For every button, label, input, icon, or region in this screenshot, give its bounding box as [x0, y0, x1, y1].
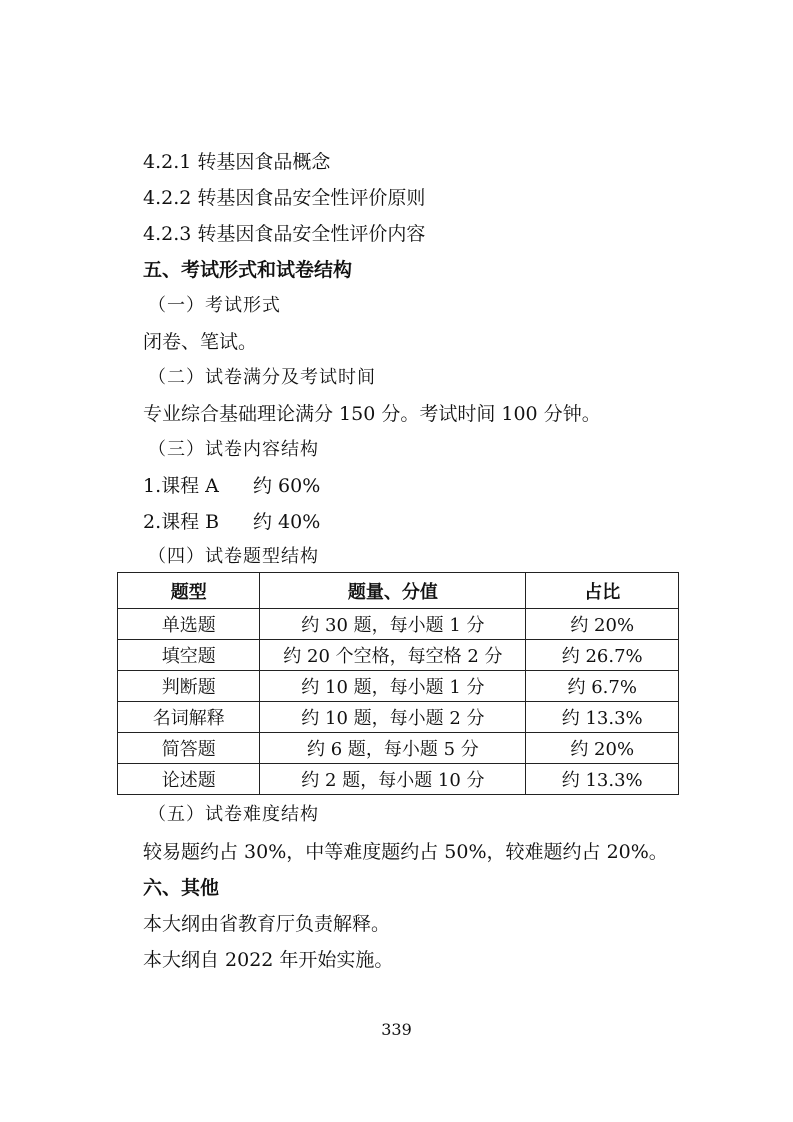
cell-proportion: 约 20%	[526, 609, 679, 640]
cell-count-score: 约 30 题，每小题 1 分	[260, 609, 526, 640]
cell-type: 论述题	[118, 764, 260, 795]
course-a-percent: 约 60%	[253, 475, 321, 497]
section-4-2-3: 4.2.3 转基因食品安全性评价内容	[143, 223, 426, 245]
course-b-line	[143, 510, 320, 534]
cell-count-score: 约 10 题，每小题 2 分	[260, 702, 526, 733]
cell-type: 名词解释	[118, 702, 260, 733]
table-row	[118, 640, 679, 671]
cell-count-score: 约 10 题，每小题 1 分	[260, 671, 526, 702]
subheading-question-types: （四）试卷题型结构	[148, 546, 319, 567]
table-row	[118, 702, 679, 733]
cell-proportion: 约 13.3%	[526, 764, 679, 795]
subheading-score-time: （二）试卷满分及考试时间	[148, 367, 376, 388]
page-number: 339	[381, 1020, 412, 1039]
header-count-score: 题量、分值	[260, 573, 526, 609]
cell-type: 判断题	[118, 671, 260, 702]
subheading-exam-form: （一）考试形式	[148, 295, 281, 316]
subheading-content-structure: （三）试卷内容结构	[148, 439, 319, 460]
header-type: 题型	[118, 573, 260, 609]
table-header-row	[118, 573, 679, 609]
section-4-2-1: 4.2.1 转基因食品概念	[143, 151, 331, 173]
paragraph-score-time: 专业综合基础理论满分 150 分。考试时间 100 分钟。	[143, 403, 601, 425]
cell-count-score: 约 2 题，每小题 10 分	[260, 764, 526, 795]
subheading-difficulty: （五）试卷难度结构	[148, 804, 319, 825]
cell-type: 填空题	[118, 640, 260, 671]
heading-exam-format: 五、考试形式和试卷结构	[143, 259, 353, 281]
cell-proportion: 约 13.3%	[526, 702, 679, 733]
paragraph-interpretation: 本大纲由省教育厅负责解释。	[143, 913, 391, 935]
cell-proportion: 约 6.7%	[526, 671, 679, 702]
course-b-name: 2.课程 B	[143, 511, 220, 533]
header-proportion: 占比	[526, 573, 679, 609]
cell-proportion: 约 26.7%	[526, 640, 679, 671]
paragraph-difficulty: 较易题约占 30%，中等难度题约占 50%，较难题约占 20%。	[143, 841, 668, 863]
table-row	[118, 733, 679, 764]
paragraph-exam-form: 闭卷、笔试。	[143, 331, 258, 353]
course-a-name: 1.课程 A	[143, 475, 219, 497]
course-b-percent: 约 40%	[253, 511, 321, 533]
table-row	[118, 764, 679, 795]
cell-type: 单选题	[118, 609, 260, 640]
cell-count-score: 约 6 题，每小题 5 分	[260, 733, 526, 764]
table-row	[118, 609, 679, 640]
cell-count-score: 约 20 个空格，每空格 2 分	[260, 640, 526, 671]
paragraph-effective-date: 本大纲自 2022 年开始实施。	[143, 949, 394, 971]
section-4-2-2: 4.2.2 转基因食品安全性评价原则	[143, 187, 426, 209]
question-type-table	[117, 572, 679, 795]
course-a-line	[143, 474, 320, 498]
table-row	[118, 671, 679, 702]
cell-type: 简答题	[118, 733, 260, 764]
heading-other: 六、其他	[143, 877, 220, 899]
cell-proportion: 约 20%	[526, 733, 679, 764]
